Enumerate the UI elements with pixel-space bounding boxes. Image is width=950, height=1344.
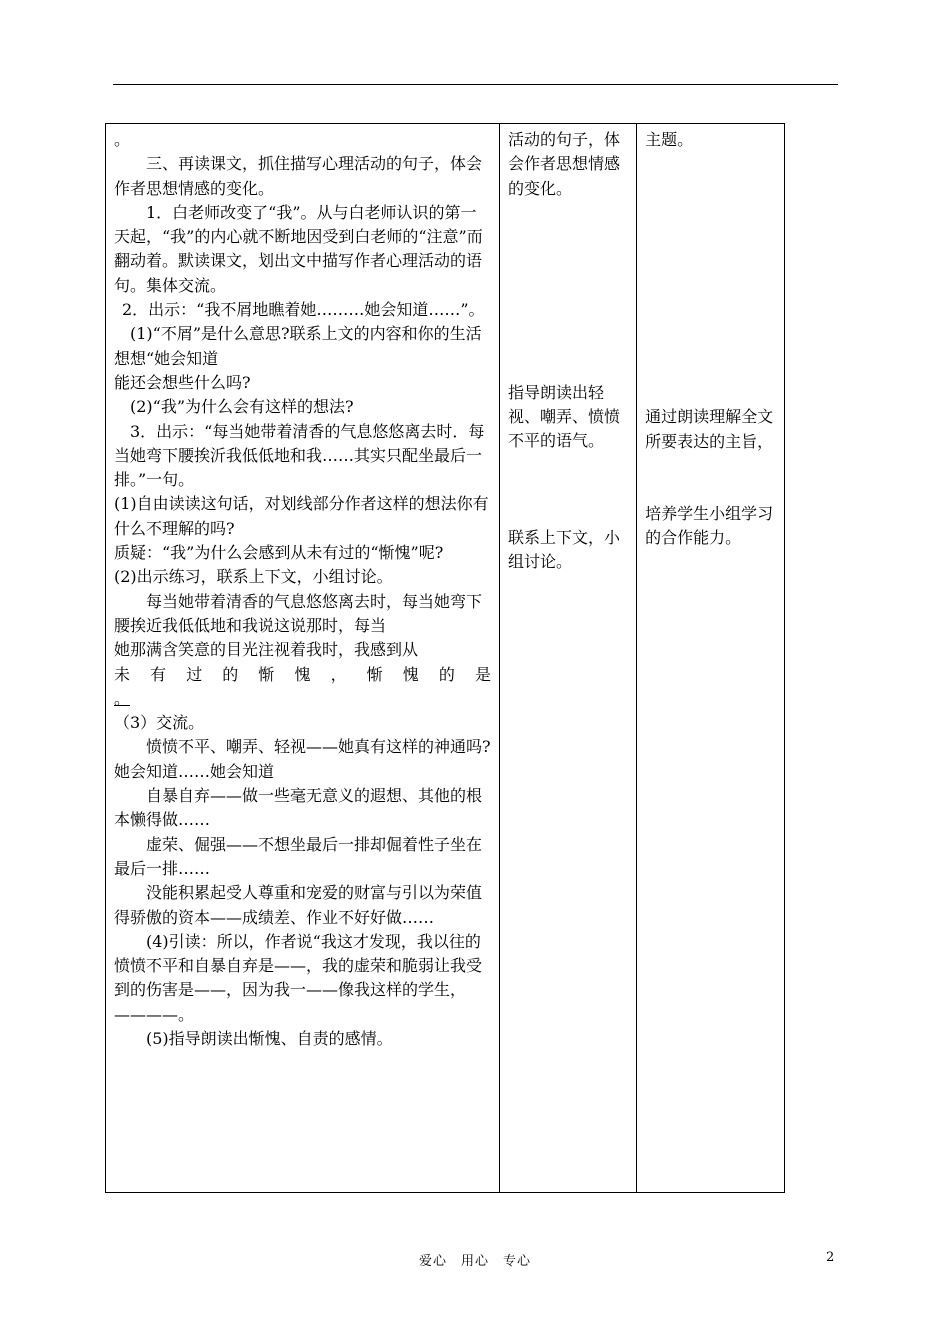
table-row [106, 124, 785, 1193]
teaching-process-cell [106, 124, 500, 1193]
lesson-paragraph: 每当她带着清香的气息悠悠离去时，每当她弯下腰挨近我低低地和我说这说那时，每当 [114, 591, 483, 635]
design-intent-1: 主题。 [645, 130, 694, 149]
lesson-plan-table [105, 123, 785, 1193]
student-activity-cell [500, 124, 637, 1193]
lesson-paragraph: 愤愤不平、嘲弄、轻视——她真有这样的神通吗?她会知道……她会知道 [114, 737, 491, 781]
lesson-paragraph: （3）交流。 [114, 713, 205, 733]
student-activity-1: 活动的句子，体会作者思想情感的变化。 [508, 130, 621, 198]
footer-slogan: 爱心 用心 专心 [418, 1254, 531, 1269]
lesson-paragraph: (1)“不屑”是什么意思?联系上文的内容和你的生活想想“她会知道 [114, 324, 482, 368]
lesson-paragraph: 能还会想些什么吗? [114, 372, 251, 392]
lesson-paragraph: 。 [114, 130, 131, 149]
student-activity-3: 联系上下文，小组讨论。 [508, 527, 621, 572]
lesson-paragraph: 2．出示：“我不屑地瞧着她………她会知道……”。 [122, 300, 485, 320]
lesson-paragraph: 虚荣、倔强——不想坐最后一排却倔着性子坐在最后一排…… [114, 834, 483, 878]
design-intent-2: 通过朗读理解全文所要表达的主旨， [645, 407, 774, 451]
lesson-paragraph: 自暴自弃——做一些毫无意义的遐想、其他的根本懒得做…… [114, 786, 483, 830]
lesson-paragraph: (4)引读：所以，作者说“我这才发现，我以往的愤愤不平和自暴自弃是——，我的虚荣和脆弱让我受到的伤害是——，因为我一——像我这样的学生，————。 [114, 931, 483, 1024]
lesson-paragraph: (2)出示练习，联系上下文，小组讨论。 [114, 567, 393, 587]
lesson-paragraph: (1)自由读读这句话，对划线部分作者这样的想法你有什么不理解的吗? [114, 494, 489, 538]
lesson-paragraph: 三、再读课文，抓住描写心理活动的句子，体会作者思想情感的变化。 [114, 154, 483, 198]
header-rule [113, 84, 838, 85]
page-number: 2 [826, 1250, 835, 1265]
lesson-paragraph: 1．白老师改变了“我”。从与白老师认识的第一天起，“我”的内心就不断地因受到白老师的“注意”而翻动着。默读课文，划出文中描写作者心理活动的语句。集体交流。 [114, 202, 483, 295]
student-activity-2: 指导朗读出轻视、嘲弄、愤愤不平的语气。 [508, 382, 621, 451]
design-intent-cell [637, 124, 785, 1193]
lesson-paragraph: (5)指导朗读出惭愧、自责的感情。 [146, 1028, 393, 1048]
design-intent-3: 培养学生小组学习的合作能力。 [645, 503, 774, 548]
lesson-paragraph: 。 [114, 688, 131, 708]
lesson-paragraph: 质疑：“我”为什么会感到从未有过的“惭愧”呢? [114, 543, 444, 563]
lesson-paragraph: 没能积累起受人尊重和宠爱的财富与引以为荣值得骄傲的资本——成绩差、作业不好好做…… [114, 883, 483, 927]
lesson-paragraph: (2)“我”为什么会有这样的想法? [130, 397, 354, 417]
lesson-paragraph: 未有过的惭愧，惭愧的是 [114, 664, 491, 684]
lesson-paragraph: 3．出示：“每当她带着清香的气息悠悠离去时．每当她弯下腰挨沂我低低地和我……其实只配坐最后一排。”一句。 [114, 421, 485, 490]
lesson-paragraph: 她那满含笑意的目光注视着我时，我感到从 [114, 640, 419, 660]
